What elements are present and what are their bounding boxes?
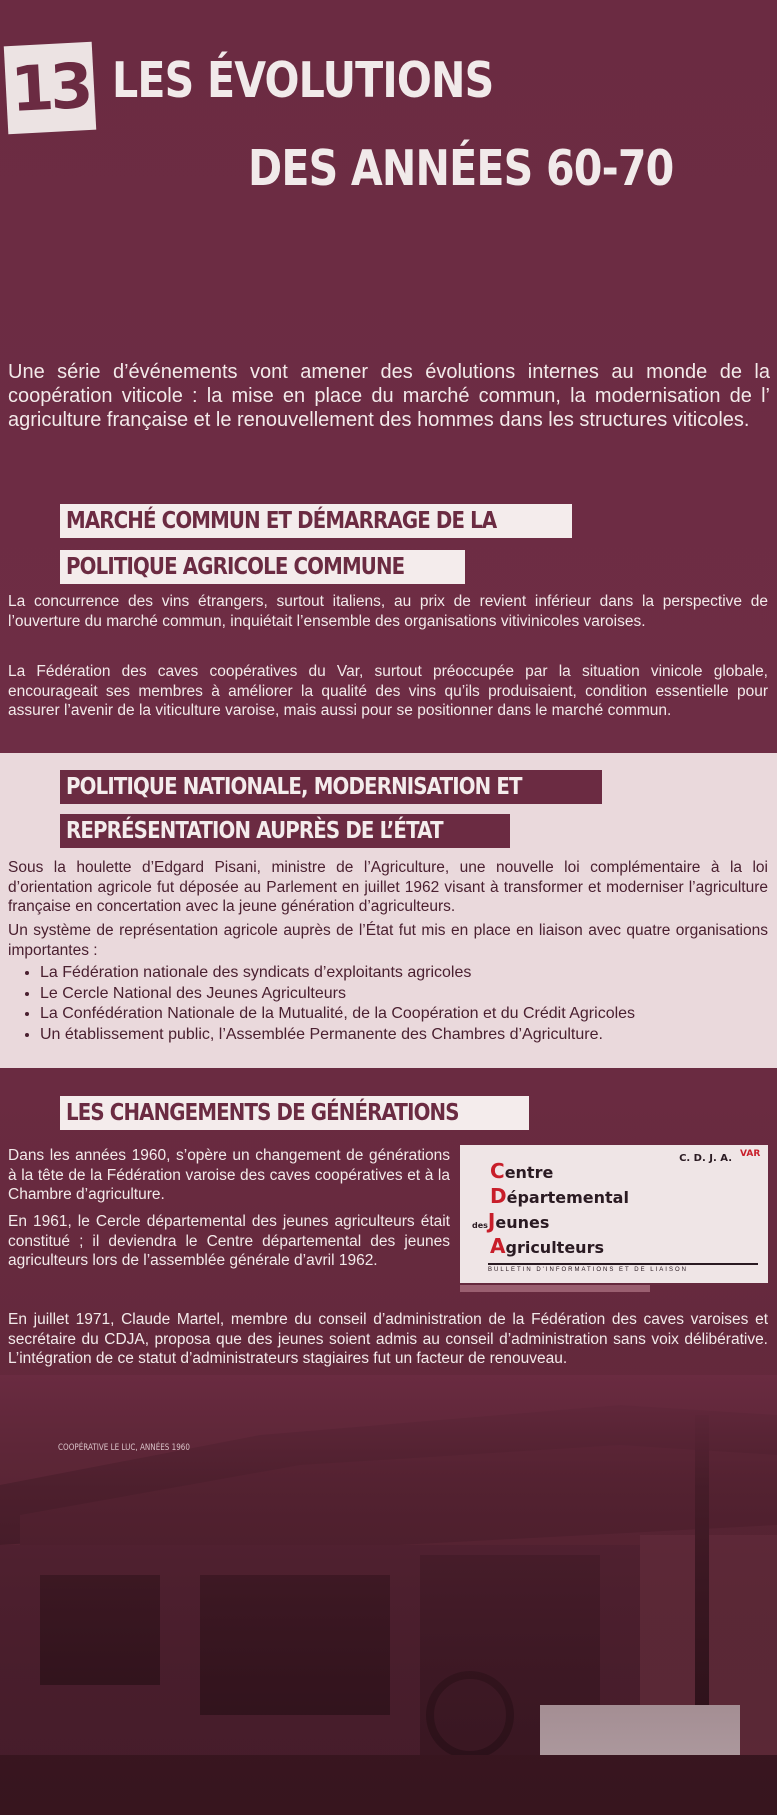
- list-item: • Un établissement public, l’Assemblée Permanente des Chambres d’Agriculture.: [40, 1025, 777, 1046]
- cdja-acronym: C. D. J. A.: [679, 1153, 732, 1164]
- section1-heading-line1: MARCHÉ COMMUN ET DÉMARRAGE DE LA: [60, 504, 572, 538]
- organisations-list: [8, 963, 777, 1045]
- section1-paragraph1: La concurrence des vins étrangers, surtout italiens, au prix de revient inférieur dans la perspective de l’ouverture du marché commun, inquiétait l’ensemble des organisations vitivinicoles varoises.: [8, 593, 768, 630]
- section3-paragraph3: En juillet 1971, Claude Martel, membre du conseil d’administration de la Fédération des caves varoises et secrétaire du CDJA, proposa que des jeunes soient admis au conseil d’administration sans voix délibérative. L’intégration de ce statut d’administrateurs stagiaires fut un facteur de renouveau.: [8, 1311, 768, 1367]
- logo-line4: Agriculteurs: [490, 1234, 604, 1258]
- logo-line2: Départemental: [490, 1184, 629, 1208]
- list-item: • Le Cercle National des Jeunes Agriculteurs: [40, 984, 777, 1005]
- logo-caption: [460, 1285, 650, 1292]
- intro-paragraph: Une série d’événements vont amener des évolutions internes au monde de la coopération viticole : la mise en place du marché commun, la modernisation de l’ agriculture française et le renouvellement des hommes dans les structures viticoles.: [8, 361, 770, 431]
- list-item: • La Fédération nationale des syndicats d’exploitants agricoles: [40, 963, 777, 984]
- cooperative-photo: [0, 1375, 777, 1815]
- photo-caption: COOPÉRATIVE LE LUC, ANNÉES 1960: [58, 1443, 190, 1453]
- section-number-badge: 13: [4, 42, 96, 134]
- page-title-line2: DES ANNÉES 60-70: [248, 140, 674, 197]
- section2-paragraph1: Sous la houlette d’Edgard Pisani, ministre de l’Agriculture, une nouvelle loi complémentaire à la loi d’orientation agricole fut déposée au Parlement en juillet 1962 visant à transformer et moderniser l’agriculture française en concertation avec la jeune génération d’agriculteurs.: [8, 859, 768, 915]
- section2-heading-line1: POLITIQUE NATIONALE, MODERNISATION ET: [60, 770, 602, 804]
- section3-paragraph1: Dans les années 1960, s’opère un changement de générations à la tête de la Fédération varoise des caves coopératives et à la Chambre d’agriculture.: [8, 1147, 450, 1203]
- section2-paragraph2: Un système de représentation agricole auprès de l’État fut mis en place en liaison avec quatre organisations importantes :: [8, 922, 768, 959]
- logo-line3: desJeunes: [472, 1209, 550, 1233]
- page-title-line1: LES ÉVOLUTIONS: [112, 52, 494, 109]
- section3-paragraph2: En 1961, le Cercle départemental des jeunes agriculteurs était constitué ; il deviendra le Centre départemental des jeunes agriculteurs lors de l’assemblée générale d’avril 1962.: [8, 1213, 450, 1269]
- section1-heading-line2: POLITIQUE AGRICOLE COMMUNE: [60, 550, 465, 584]
- section3-heading: LES CHANGEMENTS DE GÉNÉRATIONS: [60, 1096, 529, 1130]
- bulletin-label: BULLETIN D'INFORMATIONS ET DE LIAISON: [488, 1263, 758, 1273]
- list-item: • La Confédération Nationale de la Mutualité, de la Coopération et du Crédit Agricoles: [40, 1004, 777, 1025]
- section1-paragraph2: La Fédération des caves coopératives du Var, surtout préoccupée par la situation vinicole globale, encourageait ses membres à améliorer la qualité des vins qu’ils produisaient, condition essentielle pour assurer l’avenir de la viticulture varoise, mais aussi pour se positionner dans le marché commun.: [8, 663, 768, 719]
- logo-line1: Centre: [490, 1159, 554, 1183]
- var-label: VAR: [740, 1149, 761, 1159]
- cdja-logo: [460, 1145, 768, 1283]
- section2-heading-line2: REPRÉSENTATION AUPRÈS DE L’ÉTAT: [60, 814, 510, 848]
